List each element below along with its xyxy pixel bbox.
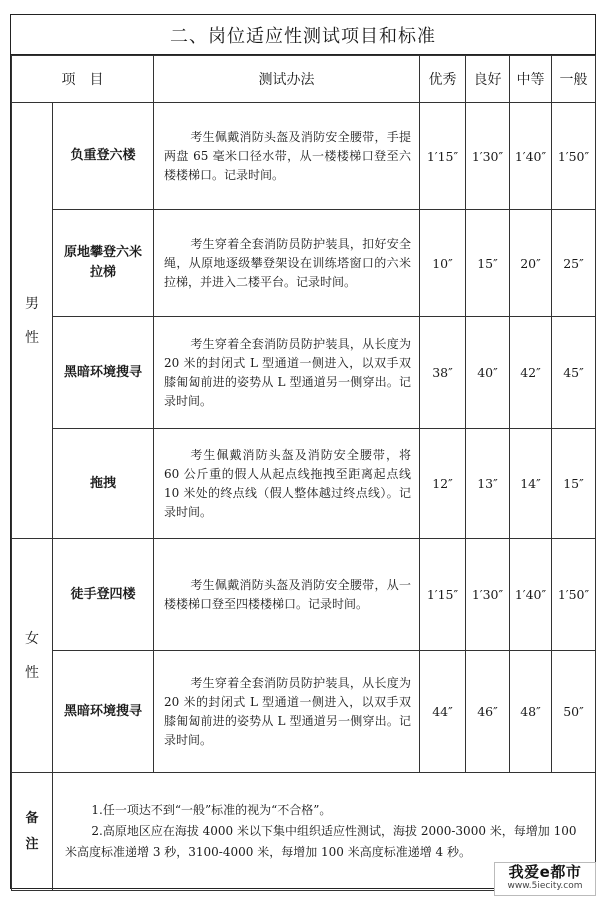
gender-male-label: 男 性 [12, 103, 53, 539]
score-medium: 42″ [510, 317, 552, 429]
row-item: 黑暗环境搜寻 [53, 317, 154, 429]
standards-sheet [10, 14, 596, 889]
score-excellent: 38″ [420, 317, 466, 429]
score-good: 15″ [466, 210, 510, 317]
table-row [12, 539, 596, 651]
watermark-url: www.5iecity.com [507, 881, 583, 891]
score-good: 13″ [466, 429, 510, 539]
score-excellent: 10″ [420, 210, 466, 317]
table-row [12, 429, 596, 539]
row-item: 负重登六楼 [53, 103, 154, 210]
score-medium: 20″ [510, 210, 552, 317]
page-title: 二、岗位适应性测试项目和标准 [11, 15, 595, 55]
table-row [12, 210, 596, 317]
note-line: 2.高原地区应在海拔 4000 米以下集中组织适应性测试，海拔 2000-3000 米，每增加 100 米高度标准递增 3 秒，3100-4000 米，每增加 100 米高度标准递增 4 秒。 [65, 824, 577, 859]
score-excellent: 44″ [420, 651, 466, 773]
score-medium: 48″ [510, 651, 552, 773]
score-medium: 1′40″ [510, 103, 552, 210]
score-medium: 1′40″ [510, 539, 552, 651]
header-grade-pass: 一般 [552, 56, 596, 103]
row-method: 考生佩戴消防头盔及消防安全腰带，手提两盘 65 毫米口径水带，从一楼楼梯口登至六楼楼梯口。记录时间。 [154, 103, 420, 210]
table-row [12, 317, 596, 429]
header-grade-good: 良好 [466, 56, 510, 103]
header-item: 项 目 [12, 56, 154, 103]
header-row [12, 56, 596, 103]
site-watermark [494, 862, 596, 896]
score-pass: 1′50″ [552, 539, 596, 651]
score-pass: 50″ [552, 651, 596, 773]
score-pass: 45″ [552, 317, 596, 429]
score-pass: 1′50″ [552, 103, 596, 210]
score-good: 46″ [466, 651, 510, 773]
score-excellent: 1′15″ [420, 539, 466, 651]
header-method: 测试办法 [154, 56, 420, 103]
note-line: 1.任一项达不到“一般”标准的视为“不合格”。 [91, 803, 332, 817]
row-item: 原地攀登六米拉梯 [53, 210, 154, 317]
watermark-logo: 我爱e都市 [508, 863, 582, 881]
table-row [12, 651, 596, 773]
score-medium: 14″ [510, 429, 552, 539]
row-item: 黑暗环境搜寻 [53, 651, 154, 773]
table-row [12, 103, 596, 210]
header-grade-medium: 中等 [510, 56, 552, 103]
row-method: 考生佩戴消防头盔及消防安全腰带，从一楼楼梯口登至四楼楼梯口。记录时间。 [154, 539, 420, 651]
score-good: 40″ [466, 317, 510, 429]
header-grade-excellent: 优秀 [420, 56, 466, 103]
row-method: 考生穿着全套消防员防护装具，从长度为 20 米的封闭式 L 型通道一侧进入，以双手双膝匍匐前进的姿势从 L 型通道另一侧穿出。记录时间。 [154, 317, 420, 429]
row-item: 拖拽 [53, 429, 154, 539]
notes-label: 备 注 [12, 773, 53, 891]
row-method: 考生佩戴消防头盔及消防安全腰带，将 60 公斤重的假人从起点线拖拽至距离起点线 10 米处的终点线（假人整体越过终点线）。记录时间。 [154, 429, 420, 539]
gender-female-label: 女 性 [12, 539, 53, 773]
score-good: 1′30″ [466, 103, 510, 210]
score-good: 1′30″ [466, 539, 510, 651]
score-excellent: 1′15″ [420, 103, 466, 210]
score-pass: 25″ [552, 210, 596, 317]
score-excellent: 12″ [420, 429, 466, 539]
standards-table [11, 55, 596, 891]
row-item: 徒手登四楼 [53, 539, 154, 651]
row-method: 考生穿着全套消防员防护装具，从长度为 20 米的封闭式 L 型通道一侧进入，以双手双膝匍匐前进的姿势从 L 型通道另一侧穿出。记录时间。 [154, 651, 420, 773]
row-method: 考生穿着全套消防员防护装具，扣好安全绳，从原地逐级攀登架设在训练塔窗口的六米拉梯，并进入二楼平台。记录时间。 [154, 210, 420, 317]
score-pass: 15″ [552, 429, 596, 539]
